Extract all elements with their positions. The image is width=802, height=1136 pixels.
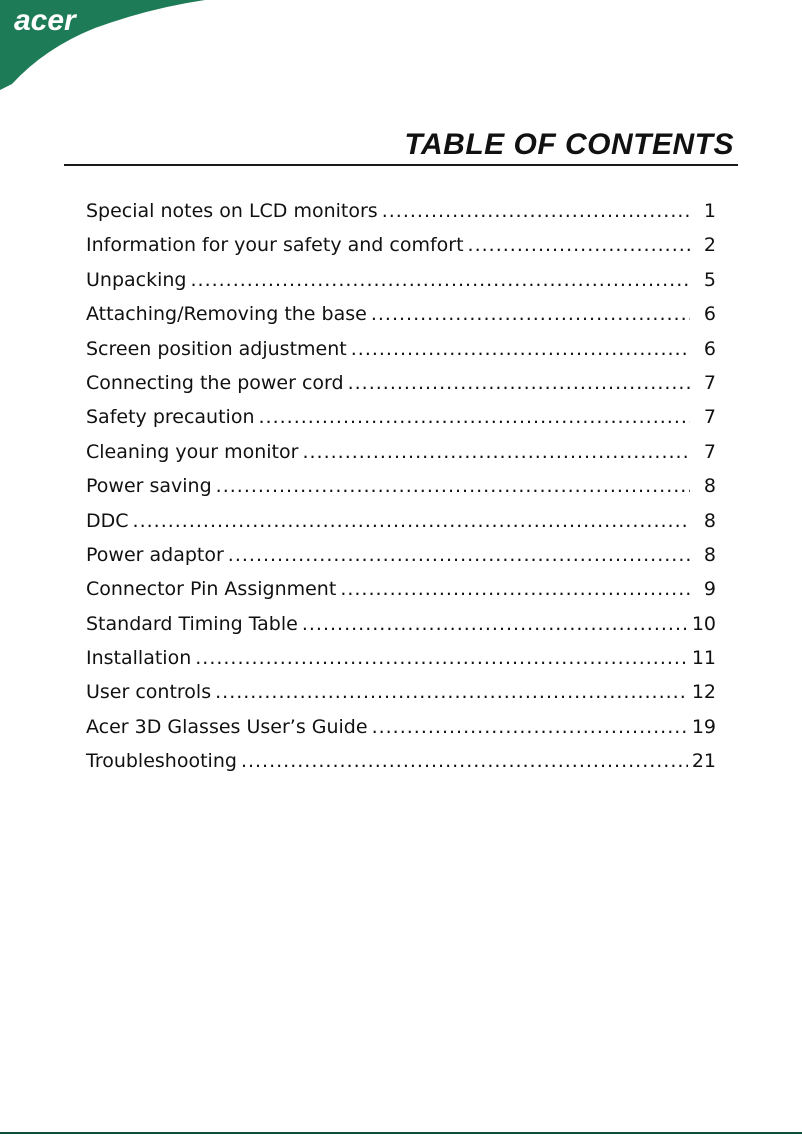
dot-leader bbox=[215, 675, 688, 709]
dot-leader bbox=[133, 504, 690, 538]
toc-entry-page: 6 bbox=[703, 337, 716, 360]
dot-leader bbox=[372, 710, 688, 744]
toc-entry[interactable] bbox=[86, 297, 716, 331]
toc-entry-page: 7 bbox=[703, 440, 716, 463]
toc-entry-title: User controls bbox=[86, 681, 212, 704]
toc-entry[interactable] bbox=[86, 538, 716, 572]
toc-entry-title: Special notes on LCD monitors bbox=[86, 200, 378, 222]
toc-entry[interactable] bbox=[86, 194, 716, 228]
toc-entry[interactable] bbox=[86, 744, 716, 778]
toc-entry-title: Installation bbox=[86, 647, 192, 670]
page-title: TABLE OF CONTENTS bbox=[404, 128, 734, 161]
toc-entry-page: 1 bbox=[703, 200, 716, 222]
acer-logo-band bbox=[0, 0, 802, 90]
toc-entry-page: 5 bbox=[703, 268, 716, 291]
toc-entry[interactable] bbox=[86, 263, 716, 297]
toc-entry[interactable] bbox=[86, 607, 716, 641]
dot-leader bbox=[216, 469, 690, 503]
dot-leader bbox=[340, 572, 690, 606]
dot-leader bbox=[351, 332, 690, 366]
toc-entry-page: 7 bbox=[703, 371, 716, 394]
toc-entry-title: Information for your safety and comfort bbox=[86, 234, 464, 257]
toc-entry-title: DDC bbox=[86, 509, 129, 532]
bottom-divider bbox=[0, 1132, 802, 1134]
dot-leader bbox=[195, 641, 688, 675]
logo-text: acer bbox=[14, 4, 76, 37]
toc-entry-page: 19 bbox=[691, 715, 716, 738]
toc-entry-page: 8 bbox=[703, 509, 716, 532]
toc-entry-title: Attaching/Removing the base bbox=[86, 303, 367, 326]
toc-entry[interactable] bbox=[86, 710, 716, 744]
toc-entry-title: Safety precaution bbox=[86, 406, 255, 429]
dot-leader bbox=[302, 435, 690, 469]
dot-leader bbox=[382, 194, 690, 228]
toc-entry-title: Power adaptor bbox=[86, 543, 224, 566]
toc-entry-page: 8 bbox=[703, 475, 716, 498]
toc-entry[interactable] bbox=[86, 332, 716, 366]
toc-entry-page: 8 bbox=[703, 543, 716, 566]
toc-entry[interactable] bbox=[86, 400, 716, 434]
dot-leader bbox=[228, 538, 690, 572]
toc-entry[interactable] bbox=[86, 228, 716, 262]
toc-entry-title: Connecting the power cord bbox=[86, 371, 344, 394]
toc-entry[interactable] bbox=[86, 572, 716, 606]
table-of-contents bbox=[86, 194, 716, 779]
dot-leader bbox=[371, 297, 690, 331]
dot-leader bbox=[468, 228, 690, 262]
toc-entry-page: 6 bbox=[703, 303, 716, 326]
toc-entry[interactable] bbox=[86, 435, 716, 469]
toc-entry-page: 21 bbox=[691, 750, 716, 773]
toc-entry-page: 2 bbox=[703, 234, 716, 257]
dot-leader bbox=[190, 263, 690, 297]
toc-entry-title: Cleaning your monitor bbox=[86, 440, 299, 463]
toc-entry-page: 11 bbox=[691, 647, 716, 670]
heading-divider bbox=[64, 164, 738, 166]
dot-leader bbox=[259, 400, 691, 434]
toc-entry-title: Screen position adjustment bbox=[86, 337, 347, 360]
toc-entry-title: Troubleshooting bbox=[86, 750, 237, 773]
toc-entry-page: 12 bbox=[691, 681, 716, 704]
toc-entry[interactable] bbox=[86, 504, 716, 538]
dot-leader bbox=[302, 607, 688, 641]
toc-entry[interactable] bbox=[86, 469, 716, 503]
toc-entry[interactable] bbox=[86, 675, 716, 709]
toc-entry[interactable] bbox=[86, 366, 716, 400]
toc-entry[interactable] bbox=[86, 641, 716, 675]
toc-entry-title: Connector Pin Assignment bbox=[86, 578, 337, 601]
toc-entry-page: 9 bbox=[703, 578, 716, 601]
toc-entry-title: Power saving bbox=[86, 475, 212, 498]
dot-leader bbox=[241, 744, 688, 778]
toc-entry-page: 7 bbox=[703, 406, 716, 429]
acer-logo bbox=[0, 0, 802, 90]
dot-leader bbox=[348, 366, 690, 400]
toc-entry-title: Unpacking bbox=[86, 268, 187, 291]
toc-entry-title: Standard Timing Table bbox=[86, 612, 298, 635]
toc-entry-page: 10 bbox=[691, 612, 716, 635]
toc-entry-title: Acer 3D Glasses User’s Guide bbox=[86, 715, 368, 738]
